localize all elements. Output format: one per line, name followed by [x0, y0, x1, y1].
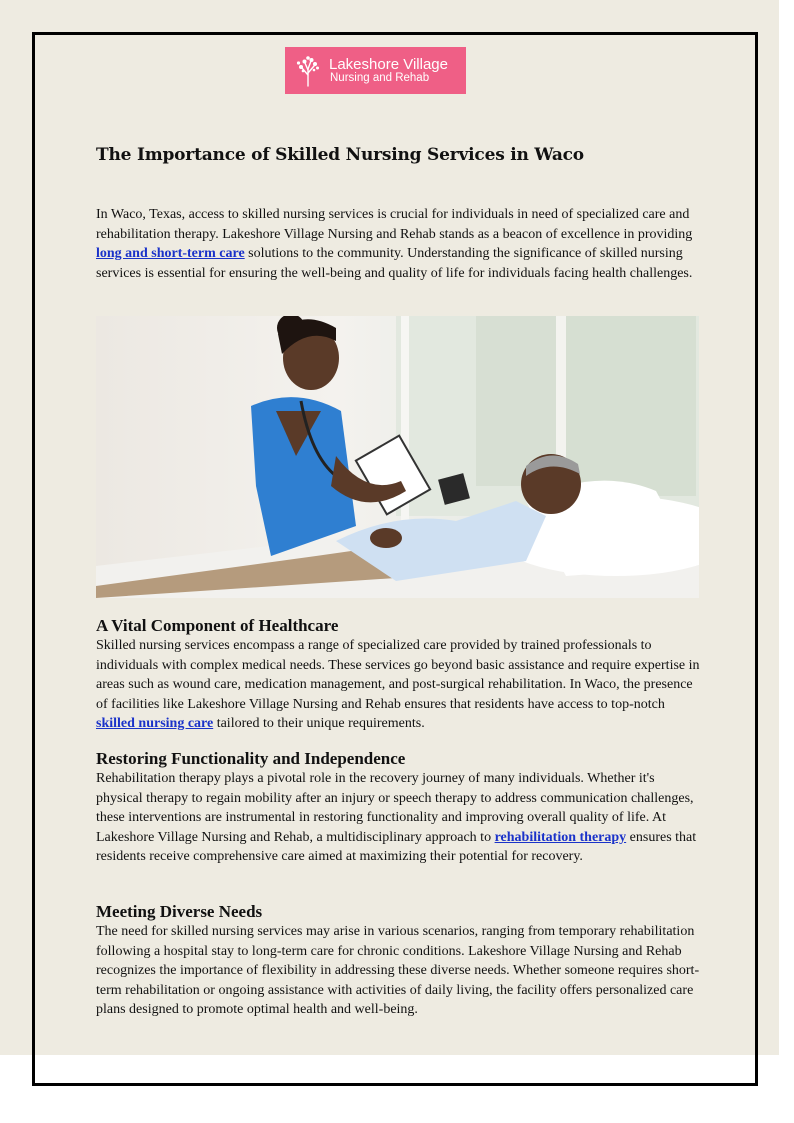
- section-healthcare: [96, 615, 700, 734]
- section-paragraph: [96, 636, 700, 734]
- section-heading: Restoring Functionality and Independence: [96, 749, 406, 768]
- long-short-term-care-link[interactable]: long and short-term care: [96, 246, 245, 261]
- intro-paragraph: [96, 205, 700, 283]
- section-paragraph: The need for skilled nursing services may arise in various scenarios, ranging from temporary rehabilitation following a hospital stay to long-term care for chronic conditions. Lakeshore Village Nursing and Rehab recognizes the importance of flexibility in addressing these diverse needs. Whether someone requires short-term rehabilitation or ongoing assistance with activities of daily living, the facility offers personalized care plans designed to promote optimal health and well-being.: [96, 924, 700, 1017]
- logo[interactable]: [285, 47, 466, 94]
- logo-subtitle: Nursing and Rehab: [330, 72, 430, 85]
- section-text-pre: Rehabilitation therapy plays a pivotal role in the recovery journey of many individuals. Whether it's physical therapy to regain mobility after an injury or speech therapy to address communication challenges, these interventions are instrumental in restoring functionality and improving overall quality of life. At Lakeshore Village Nursing and Rehab, a multidisciplinary approach to: [96, 771, 694, 845]
- nurse-with-patient-photo: [96, 316, 699, 598]
- section-paragraph: [96, 769, 700, 867]
- section-text-post: tailored to their unique requirements.: [213, 716, 425, 731]
- logo-name: Lakeshore Village: [329, 55, 448, 73]
- page-title: The Importance of Skilled Nursing Services in Waco: [96, 145, 584, 165]
- section-text-pre: Skilled nursing services encompass a range of specialized care provided by trained professionals to individuals with complex medical needs. These services go beyond basic assistance and require expertise in areas such as wound care, medication management, and post-surgical rehabilitation. In Waco, the presence of facilities like Lakeshore Village Nursing and Rehab ensures that residents have access to top-notch: [96, 638, 700, 712]
- skilled-nursing-care-link[interactable]: skilled nursing care: [96, 716, 214, 731]
- intro-paragraph-block: [96, 205, 700, 283]
- section-text-post: ensures that residents receive comprehensive care aimed at maximizing their potential for recovery.: [96, 829, 697, 864]
- rehabilitation-therapy-link[interactable]: rehabilitation therapy: [494, 829, 627, 845]
- section-heading: Meeting Diverse Needs: [96, 902, 263, 921]
- section-rehabilitation: [96, 748, 700, 867]
- section-heading: A Vital Component of Healthcare: [96, 616, 339, 635]
- tree-icon: [295, 55, 321, 87]
- section-diverse-needs: [96, 901, 700, 1020]
- intro-text-pre: In Waco, Texas, access to skilled nursing services is crucial for individuals in need of specialized care and rehabilitation therapy. Lakeshore Village Nursing and Rehab stands as a beacon of excellence in providing: [96, 207, 693, 242]
- intro-text-post: solutions to the community. Understanding the significance of skilled nursing services is essential for ensuring the well-being and quality of life for individuals facing health challenges.: [96, 246, 693, 281]
